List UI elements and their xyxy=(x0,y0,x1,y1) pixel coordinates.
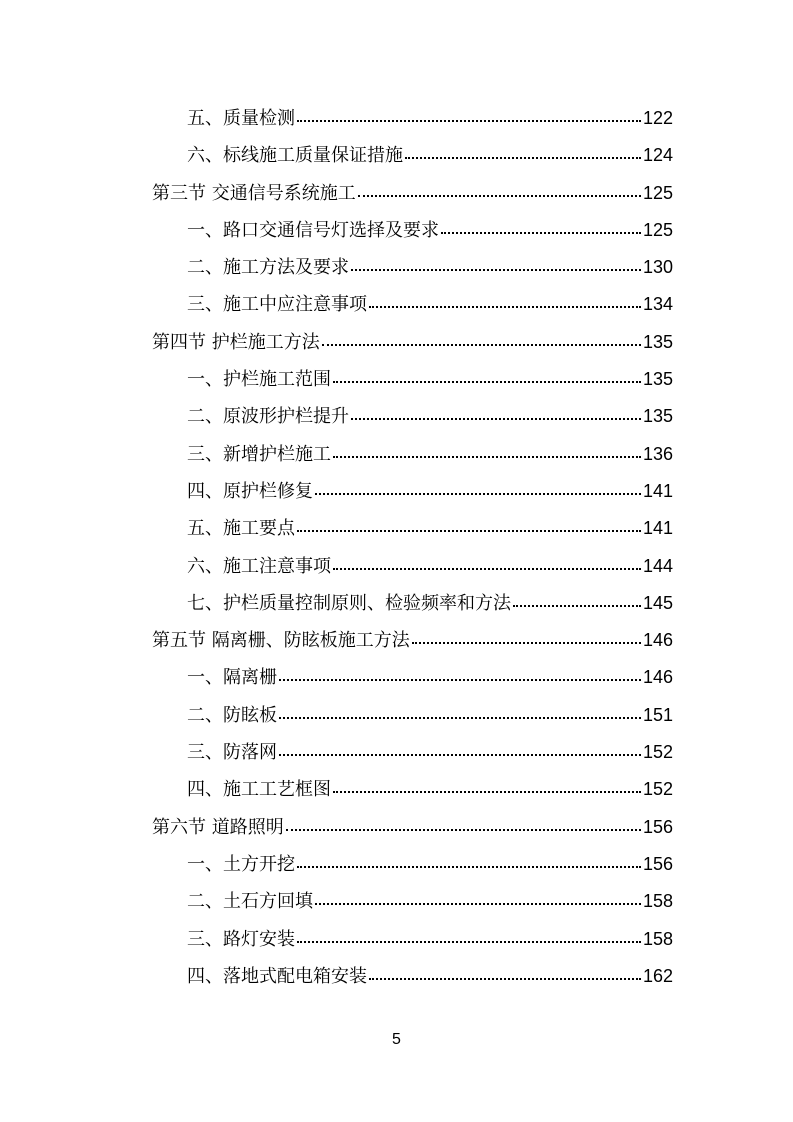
toc-entry-title: 三、新增护栏施工 xyxy=(187,443,331,465)
dot-leader xyxy=(333,456,641,458)
dot-leader xyxy=(279,717,641,719)
toc-entry-page: 130 xyxy=(642,257,673,278)
toc-entry[interactable] xyxy=(152,212,673,249)
toc-entry-page: 158 xyxy=(642,891,673,912)
toc-entry[interactable] xyxy=(152,585,673,622)
toc-entry-page: 152 xyxy=(642,779,673,800)
dot-leader xyxy=(405,157,641,159)
dot-leader xyxy=(297,120,641,122)
toc-entry-page: 146 xyxy=(642,630,673,651)
toc-entry-title: 五、质量检测 xyxy=(187,108,295,129)
dot-leader xyxy=(513,605,641,607)
toc-entry-title: 一、路口交通信号灯选择及要求 xyxy=(187,219,439,241)
toc-entry[interactable] xyxy=(152,286,673,323)
toc-entry[interactable] xyxy=(152,436,673,473)
toc-entry-title: 二、原波形护栏提升 xyxy=(187,406,349,428)
toc-entry-title: 二、施工方法及要求 xyxy=(187,257,349,279)
toc-entry-title: 一、隔离栅 xyxy=(187,667,277,689)
toc-entry-title: 第三节 交通信号系统施工 xyxy=(152,182,356,204)
toc-entry-page: 122 xyxy=(642,108,673,128)
dot-leader xyxy=(351,418,641,420)
toc-entry-page: 156 xyxy=(642,816,673,837)
toc-entry-page: 152 xyxy=(642,742,673,763)
toc-entry[interactable] xyxy=(152,697,673,734)
dot-leader xyxy=(333,381,641,383)
toc-entry-title: 七、护栏质量控制原则、检验频率和方法 xyxy=(187,592,511,614)
toc-entry-page: 156 xyxy=(642,853,673,874)
dot-leader xyxy=(286,829,641,831)
dot-leader xyxy=(279,754,641,756)
toc-entry[interactable] xyxy=(152,846,673,883)
toc-entry[interactable] xyxy=(152,473,673,510)
toc-entry[interactable] xyxy=(152,100,673,137)
toc-section-entry[interactable] xyxy=(152,622,673,659)
toc-entry[interactable] xyxy=(152,921,673,958)
toc-entry-title: 四、施工工艺框图 xyxy=(187,779,331,801)
dot-leader xyxy=(322,344,641,346)
toc-entry-page: 151 xyxy=(642,704,673,725)
dot-leader xyxy=(333,568,641,570)
toc-entry-title: 三、防落网 xyxy=(187,742,277,764)
toc-entry-page: 135 xyxy=(642,406,673,427)
toc-entry-title: 四、原护栏修复 xyxy=(187,480,313,502)
toc-entry-title: 第六节 道路照明 xyxy=(152,816,284,838)
page-number: 5 xyxy=(392,1031,401,1048)
toc-entry-title: 第四节 护栏施工方法 xyxy=(152,331,320,353)
toc-section-entry[interactable] xyxy=(152,324,673,361)
dot-leader xyxy=(297,941,641,943)
toc-entry[interactable] xyxy=(152,361,673,398)
toc-entry[interactable] xyxy=(152,958,673,995)
toc-entry-title: 一、护栏施工范围 xyxy=(187,369,331,391)
toc-entry-page: 145 xyxy=(642,592,673,613)
toc-entry[interactable] xyxy=(152,548,673,585)
toc-entry-page: 135 xyxy=(642,331,673,352)
toc-entry[interactable] xyxy=(152,659,673,696)
toc-entry[interactable] xyxy=(152,734,673,771)
toc-entry-title: 二、防眩板 xyxy=(187,704,277,726)
toc-entry-page: 146 xyxy=(642,667,673,688)
dot-leader xyxy=(315,493,641,495)
toc-entry-page: 141 xyxy=(642,518,673,539)
toc-entry-title: 第五节 隔离栅、防眩板施工方法 xyxy=(152,630,410,652)
toc-entry[interactable] xyxy=(152,137,673,174)
dot-leader xyxy=(333,791,641,793)
toc-entry-title: 五、施工要点 xyxy=(187,518,295,540)
dot-leader xyxy=(369,306,641,308)
table-of-contents xyxy=(152,100,673,995)
toc-entry-page: 162 xyxy=(642,965,673,986)
dot-leader xyxy=(297,866,641,868)
dot-leader xyxy=(369,978,641,980)
toc-entry-title: 三、施工中应注意事项 xyxy=(187,294,367,316)
toc-entry-page: 135 xyxy=(642,369,673,390)
dot-leader xyxy=(279,679,641,681)
dot-leader xyxy=(297,530,641,532)
dot-leader xyxy=(315,903,641,905)
toc-entry-title: 四、落地式配电箱安装 xyxy=(187,965,367,987)
dot-leader xyxy=(351,269,641,271)
toc-entry[interactable] xyxy=(152,398,673,435)
dot-leader xyxy=(441,232,641,234)
toc-entry-page: 125 xyxy=(642,182,673,203)
toc-entry-page: 136 xyxy=(642,443,673,464)
toc-entry-page: 141 xyxy=(642,480,673,501)
toc-entry-page: 158 xyxy=(642,928,673,949)
toc-entry[interactable] xyxy=(152,510,673,547)
toc-entry-page: 124 xyxy=(642,145,673,166)
toc-section-entry[interactable] xyxy=(152,175,673,212)
toc-entry-page: 134 xyxy=(642,294,673,315)
dot-leader xyxy=(412,642,641,644)
toc-entry-page: 144 xyxy=(642,555,673,576)
toc-entry-title: 二、土石方回填 xyxy=(187,891,313,913)
dot-leader xyxy=(358,195,641,197)
toc-entry-page: 125 xyxy=(642,219,673,240)
toc-entry[interactable] xyxy=(152,249,673,286)
toc-entry-title: 三、路灯安装 xyxy=(187,928,295,950)
toc-entry-title: 六、标线施工质量保证措施 xyxy=(187,145,403,167)
toc-entry-title: 六、施工注意事项 xyxy=(187,555,331,577)
toc-entry[interactable] xyxy=(152,771,673,808)
toc-entry[interactable] xyxy=(152,883,673,920)
toc-entry-title: 一、土方开挖 xyxy=(187,853,295,875)
toc-section-entry[interactable] xyxy=(152,809,673,846)
